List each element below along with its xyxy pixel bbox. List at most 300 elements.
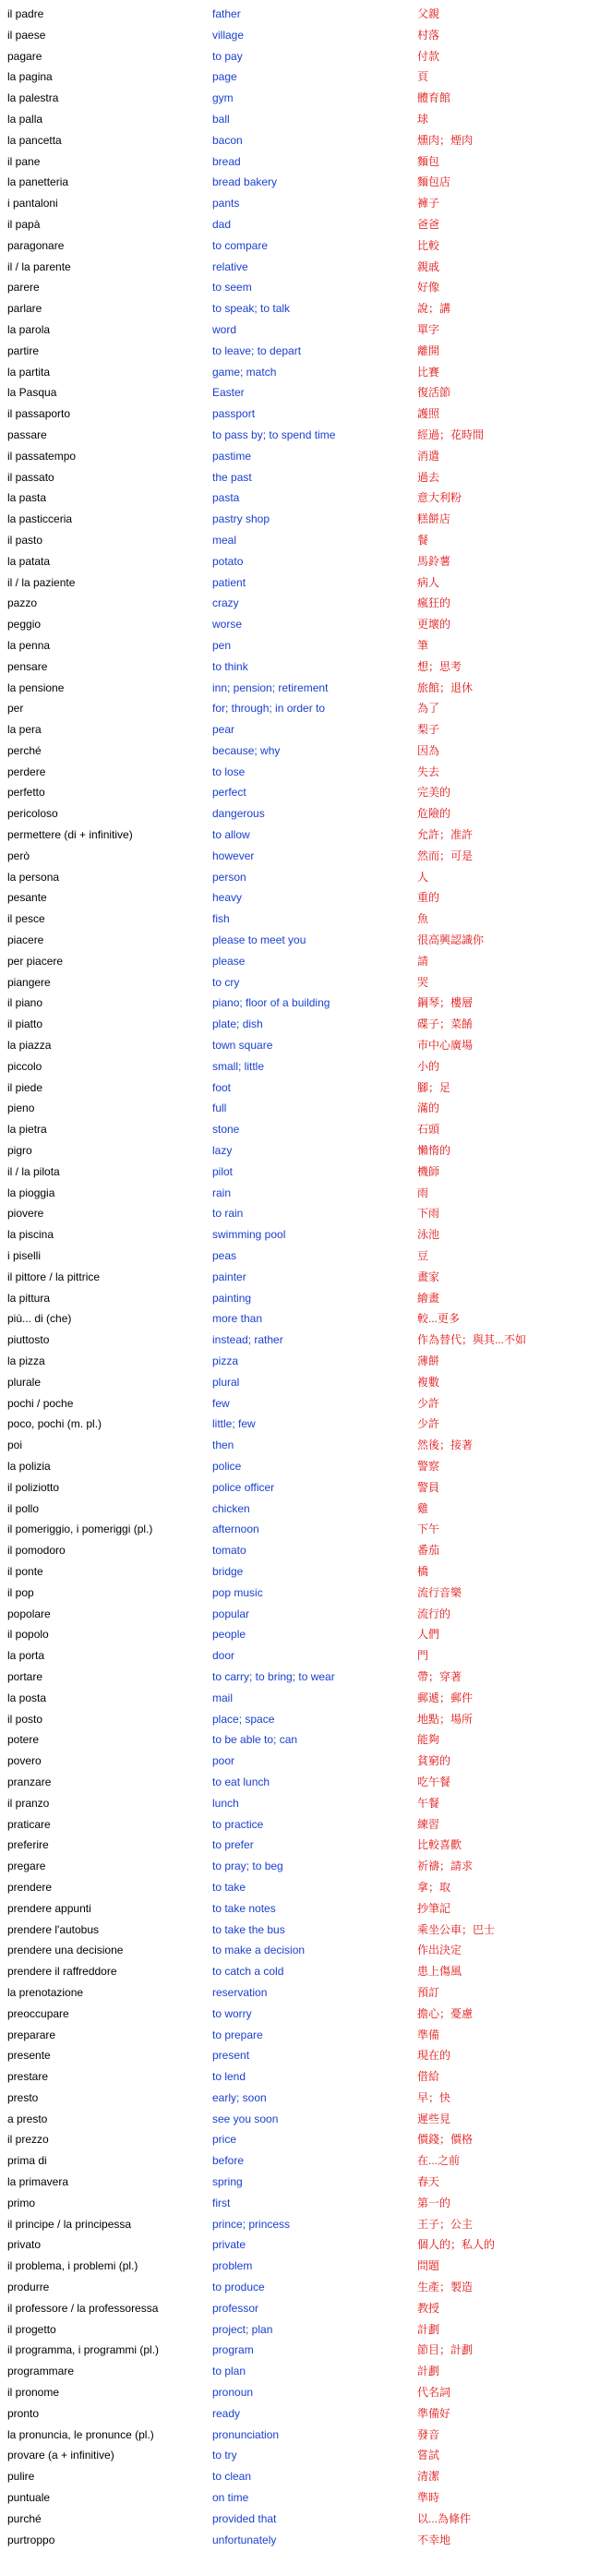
vocab-row <box>0 762 600 783</box>
vocab-row <box>0 1583 600 1604</box>
italian-term: paragonare <box>7 238 65 252</box>
chinese-translation: 餐 <box>417 533 429 547</box>
vocab-row <box>0 909 600 930</box>
chinese-translation: 離開 <box>417 343 440 357</box>
italian-term: la pasta <box>7 491 47 505</box>
vocab-row <box>0 2509 600 2530</box>
chinese-translation: 筆 <box>417 638 429 652</box>
english-translation: pronoun <box>212 2386 254 2400</box>
english-translation: plate; dish <box>212 1017 263 1031</box>
italian-term: il pollo <box>7 1501 40 1515</box>
english-translation: village <box>212 28 245 42</box>
english-translation: poor <box>212 1754 235 1768</box>
italian-term: il piatto <box>7 1017 43 1031</box>
vocab-row <box>0 2193 600 2214</box>
chinese-translation: 警員 <box>417 1480 440 1494</box>
italian-term: pulire <box>7 2470 35 2484</box>
vocab-row <box>0 846 600 867</box>
italian-term: la parola <box>7 322 51 336</box>
chinese-translation: 遲些見 <box>417 2112 451 2125</box>
vocab-row <box>0 446 600 467</box>
chinese-translation: 節目；計劃 <box>417 2343 474 2357</box>
italian-term: la pronuncia, le pronunce (pl.) <box>7 2427 154 2441</box>
chinese-translation: 碟子；菜餚 <box>417 1017 474 1031</box>
vocab-row <box>0 151 600 173</box>
italian-term: la palestra <box>7 91 59 105</box>
chinese-translation: 瘋狂的 <box>417 596 451 610</box>
english-translation: pilot <box>212 1164 234 1178</box>
english-translation: to cry <box>212 975 240 989</box>
chinese-translation: 番茄 <box>417 1544 440 1558</box>
chinese-translation: 以...為條件 <box>417 2511 472 2525</box>
vocab-row <box>0 951 600 972</box>
chinese-translation: 馬鈴薯 <box>417 554 451 568</box>
vocab-row <box>0 382 600 403</box>
vocab-row <box>0 782 600 803</box>
italian-term: il pomodoro <box>7 1544 66 1558</box>
vocab-row <box>0 1709 600 1730</box>
chinese-translation: 重的 <box>417 891 440 905</box>
chinese-translation: 說；講 <box>417 302 451 316</box>
chinese-translation: 現在的 <box>417 2049 451 2063</box>
english-translation: instead; rather <box>212 1333 283 1347</box>
english-translation: unfortunately <box>212 2533 277 2546</box>
english-translation: pizza <box>212 1354 239 1367</box>
italian-term: prendere <box>7 1880 53 1894</box>
italian-term: il principe / la principessa <box>7 2217 132 2231</box>
english-translation: bread <box>212 154 241 168</box>
italian-term: portare <box>7 1669 43 1683</box>
vocab-row <box>0 172 600 193</box>
chinese-translation: 然後；接著 <box>417 1438 474 1452</box>
italian-term: il passaporto <box>7 407 71 421</box>
english-translation: foot <box>212 1080 232 1094</box>
italian-term: il posto <box>7 1712 43 1726</box>
english-translation: to make a decision <box>212 1944 306 1957</box>
chinese-translation: 清潔 <box>417 2470 440 2484</box>
vocab-row <box>0 1667 600 1688</box>
vocab-row <box>0 1372 600 1393</box>
chinese-translation: 消遣 <box>417 449 440 463</box>
vocab-row <box>0 1477 600 1499</box>
italian-term: perché <box>7 743 42 757</box>
vocab-row <box>0 656 600 678</box>
english-translation: to try <box>212 2449 237 2462</box>
vocab-row <box>0 4 600 25</box>
vocab-row <box>0 257 600 278</box>
italian-term: la porta <box>7 1649 45 1663</box>
chinese-translation: 護照 <box>417 407 440 421</box>
vocab-row <box>0 1729 600 1751</box>
vocab-row <box>0 1183 600 1204</box>
english-translation: please to meet you <box>212 933 306 947</box>
italian-term: il piede <box>7 1080 43 1094</box>
vocab-row <box>0 2382 600 2403</box>
english-translation: door <box>212 1649 235 1663</box>
vocab-row <box>0 572 600 594</box>
italian-term: programmare <box>7 2365 75 2378</box>
chinese-translation: 擔心；憂慮 <box>417 2006 474 2020</box>
chinese-translation: 門 <box>417 1649 429 1663</box>
vocab-row <box>0 1645 600 1667</box>
chinese-translation: 村落 <box>417 28 440 42</box>
english-translation: first <box>212 2196 231 2209</box>
vocab-row <box>0 1624 600 1645</box>
vocab-row <box>0 803 600 825</box>
vocab-row <box>0 2129 600 2150</box>
vocab-row <box>0 2277 600 2298</box>
chinese-translation: 王子；公主 <box>417 2217 474 2231</box>
vocab-row <box>0 719 600 740</box>
chinese-translation: 少許 <box>417 1396 440 1410</box>
chinese-translation: 人們 <box>417 1628 440 1642</box>
english-translation: provided that <box>212 2511 277 2525</box>
italian-term: la polizia <box>7 1459 51 1473</box>
english-translation: to speak; to talk <box>212 302 291 316</box>
english-translation: ball <box>212 112 230 126</box>
vocab-row <box>0 277 600 298</box>
vocab-row <box>0 1162 600 1183</box>
english-translation: pastime <box>212 449 252 463</box>
english-translation: person <box>212 870 246 884</box>
vocab-row <box>0 678 600 699</box>
chinese-translation: 畫家 <box>417 1270 440 1283</box>
chinese-translation: 計劃 <box>417 2322 440 2336</box>
vocab-row <box>0 298 600 319</box>
english-translation: before <box>212 2154 245 2168</box>
italian-term: provare (a + infinitive) <box>7 2449 114 2462</box>
vocab-row <box>0 867 600 888</box>
chinese-translation: 麵包 <box>417 154 440 168</box>
italian-term: il / la pilota <box>7 1164 60 1178</box>
italian-term: piangere <box>7 975 51 989</box>
italian-term: poi <box>7 1438 23 1452</box>
chinese-translation: 比較喜歡 <box>417 1838 462 1852</box>
chinese-translation: 帶；穿著 <box>417 1669 462 1683</box>
english-translation: meal <box>212 533 237 547</box>
chinese-translation: 地點；場所 <box>417 1712 474 1726</box>
vocab-row <box>0 1203 600 1224</box>
italian-term: perfetto <box>7 786 45 800</box>
italian-term: pigro <box>7 1144 32 1158</box>
vocab-row <box>0 930 600 951</box>
english-translation: few <box>212 1396 230 1410</box>
italian-term: parere <box>7 281 40 295</box>
vocab-row <box>0 1077 600 1099</box>
italian-term: piccolo <box>7 1059 42 1073</box>
english-translation: to leave; to depart <box>212 343 302 357</box>
english-translation: more than <box>212 1312 263 1326</box>
vocab-row <box>0 1561 600 1583</box>
vocab-row <box>0 1793 600 1814</box>
chinese-translation: 親戚 <box>417 259 440 273</box>
english-translation: word <box>212 322 237 336</box>
vocab-row <box>0 1604 600 1625</box>
chinese-translation: 薄餅 <box>417 1354 440 1367</box>
english-translation: peas <box>212 1249 237 1263</box>
chinese-translation: 不幸地 <box>417 2533 451 2546</box>
english-translation: small; little <box>212 1059 265 1073</box>
chinese-translation: 梨子 <box>417 723 440 737</box>
chinese-translation: 第一的 <box>417 2196 451 2209</box>
italian-term: il professore / la professoressa <box>7 2301 159 2315</box>
italian-term: a presto <box>7 2112 48 2125</box>
vocab-row <box>0 2530 600 2551</box>
english-translation: for; through; in order to <box>212 702 326 716</box>
vocab-row <box>0 2109 600 2130</box>
english-translation: to carry; to bring; to wear <box>212 1669 335 1683</box>
vocab-row <box>0 2340 600 2361</box>
english-translation: ready <box>212 2406 241 2420</box>
english-translation: place; space <box>212 1712 275 1726</box>
chinese-translation: 乘坐公車；巴士 <box>417 1922 496 1936</box>
english-translation: to pass by; to spend time <box>212 427 336 441</box>
chinese-translation: 褲子 <box>417 197 440 211</box>
italian-term: purtroppo <box>7 2533 55 2546</box>
italian-term: la penna <box>7 638 51 652</box>
english-translation: pastry shop <box>212 512 270 526</box>
english-translation: tomato <box>212 1544 246 1558</box>
chinese-translation: 抄筆記 <box>417 1901 451 1915</box>
chinese-translation: 危險的 <box>417 807 451 821</box>
chinese-translation: 準備好 <box>417 2406 451 2420</box>
vocab-row <box>0 214 600 235</box>
chinese-translation: 練習 <box>417 1817 440 1831</box>
chinese-translation: 想；思考 <box>417 659 462 673</box>
english-translation: police <box>212 1459 242 1473</box>
italian-term: la pasticceria <box>7 512 73 526</box>
chinese-translation: 體育館 <box>417 91 451 105</box>
vocab-row <box>0 1014 600 1035</box>
chinese-translation: 父親 <box>417 7 440 20</box>
vocab-row <box>0 403 600 425</box>
english-translation: to be able to; can <box>212 1733 298 1747</box>
vocab-row <box>0 2487 600 2509</box>
italian-term: perdere <box>7 764 46 778</box>
english-translation: bread bakery <box>212 175 278 189</box>
chinese-translation: 人 <box>417 870 429 884</box>
chinese-translation: 泳池 <box>417 1228 440 1242</box>
english-translation: popular <box>212 1607 250 1620</box>
chinese-translation: 拿；取 <box>417 1880 451 1894</box>
vocab-row <box>0 1688 600 1709</box>
english-translation: program <box>212 2343 254 2357</box>
vocab-row <box>0 593 600 614</box>
italian-term: i piselli <box>7 1249 42 1263</box>
italian-term: prendere l'autobus <box>7 1922 100 1936</box>
english-translation: passport <box>212 407 256 421</box>
english-translation: pop music <box>212 1585 263 1599</box>
vocab-row <box>0 109 600 130</box>
italian-term: la persona <box>7 870 60 884</box>
chinese-translation: 問題 <box>417 2259 440 2273</box>
vocab-row <box>0 1772 600 1793</box>
vocab-row <box>0 825 600 846</box>
english-translation: page <box>212 70 237 84</box>
chinese-translation: 意大利粉 <box>417 491 462 505</box>
vocab-row <box>0 1499 600 1520</box>
italian-term: il passato <box>7 470 54 484</box>
italian-term: piovere <box>7 1207 44 1221</box>
english-translation: to practice <box>212 1817 264 1831</box>
italian-term: il / la parente <box>7 259 71 273</box>
chinese-translation: 吃午餐 <box>417 1775 451 1788</box>
chinese-translation: 代名詞 <box>417 2386 451 2400</box>
italian-term: la primavera <box>7 2175 69 2189</box>
chinese-translation: 單字 <box>417 322 440 336</box>
english-translation: potato <box>212 554 244 568</box>
english-translation: Easter <box>212 386 245 400</box>
italian-term: il pesce <box>7 912 45 926</box>
english-translation: dangerous <box>212 807 265 821</box>
italian-term: potere <box>7 1733 40 1747</box>
vocab-row <box>0 2403 600 2425</box>
vocab-row <box>0 425 600 446</box>
vocab-row <box>0 1540 600 1561</box>
italian-term: il popolo <box>7 1628 49 1642</box>
vocab-row <box>0 993 600 1014</box>
italian-term: preparare <box>7 2028 56 2041</box>
chinese-translation: 價錢；價格 <box>417 2133 474 2147</box>
chinese-translation: 準時 <box>417 2491 440 2505</box>
chinese-translation: 警察 <box>417 1459 440 1473</box>
english-translation: to pay <box>212 49 243 63</box>
english-translation: then <box>212 1438 234 1452</box>
chinese-translation: 下雨 <box>417 1207 440 1221</box>
italian-term: la pietra <box>7 1123 47 1137</box>
english-translation: prince; princess <box>212 2217 291 2231</box>
italian-term: il / la paziente <box>7 575 76 589</box>
chinese-translation: 早；快 <box>417 2090 451 2104</box>
english-translation: private <box>212 2238 246 2252</box>
english-translation: patient <box>212 575 246 589</box>
italian-term: presente <box>7 2049 51 2063</box>
vocab-row <box>0 1920 600 1941</box>
vocab-row <box>0 2234 600 2256</box>
italian-term: preoccupare <box>7 2006 69 2020</box>
english-translation: relative <box>212 259 248 273</box>
english-translation: to allow <box>212 828 250 842</box>
vocab-row <box>0 698 600 719</box>
chinese-translation: 復活節 <box>417 386 451 400</box>
italian-term: prima di <box>7 2154 47 2168</box>
chinese-translation: 完美的 <box>417 786 451 800</box>
vocab-row <box>0 2298 600 2319</box>
chinese-translation: 球 <box>417 112 429 126</box>
italian-term: il passatempo <box>7 449 77 463</box>
italian-term: i pantaloni <box>7 197 58 211</box>
italian-term: la pittura <box>7 1291 51 1305</box>
chinese-translation: 發音 <box>417 2427 440 2441</box>
italian-term: preferire <box>7 1838 49 1852</box>
italian-term: il pittore / la pittrice <box>7 1270 101 1283</box>
italian-term: la piazza <box>7 1039 52 1053</box>
english-translation: because; why <box>212 743 281 757</box>
italian-term: per <box>7 702 24 716</box>
chinese-translation: 因為 <box>417 743 440 757</box>
chinese-translation: 機師 <box>417 1164 440 1178</box>
vocab-row <box>0 2445 600 2466</box>
english-translation: on time <box>212 2491 249 2505</box>
english-translation: dad <box>212 217 232 231</box>
vocab-row <box>0 1435 600 1456</box>
chinese-translation: 郵遞；郵件 <box>417 1691 474 1704</box>
vocab-row <box>0 467 600 488</box>
vocab-row <box>0 1140 600 1162</box>
vocab-row <box>0 130 600 151</box>
chinese-translation: 教授 <box>417 2301 440 2315</box>
chinese-translation: 爸爸 <box>417 217 440 231</box>
vocab-row <box>0 1246 600 1267</box>
english-translation: spring <box>212 2175 243 2189</box>
italian-term: la palla <box>7 112 43 126</box>
chinese-translation: 頁 <box>417 70 429 84</box>
english-translation: to take notes <box>212 1901 276 1915</box>
chinese-translation: 比較 <box>417 238 440 252</box>
vocab-row <box>0 1288 600 1309</box>
english-translation: mail <box>212 1691 234 1704</box>
chinese-translation: 春天 <box>417 2175 440 2189</box>
chinese-translation: 石頭 <box>417 1123 440 1137</box>
chinese-translation: 鋼琴；樓層 <box>417 996 474 1010</box>
vocab-row <box>0 88 600 109</box>
chinese-translation: 為了 <box>417 702 440 716</box>
vocab-row <box>0 2214 600 2235</box>
chinese-translation: 付款 <box>417 49 440 63</box>
italian-term: povero <box>7 1754 42 1768</box>
vocab-row <box>0 635 600 656</box>
italian-term: pazzo <box>7 596 38 610</box>
italian-term: il progetto <box>7 2322 56 2336</box>
vocab-row <box>0 2361 600 2382</box>
italian-term: prendere il raffreddore <box>7 1965 117 1979</box>
italian-term: piacere <box>7 933 44 947</box>
vocab-row <box>0 1056 600 1077</box>
english-translation: to eat lunch <box>212 1775 270 1788</box>
chinese-translation: 午餐 <box>417 1796 440 1810</box>
vocab-row <box>0 2045 600 2066</box>
english-translation: to think <box>212 659 248 673</box>
chinese-translation: 雞 <box>417 1501 429 1515</box>
vocab-row <box>0 1982 600 2004</box>
chinese-translation: 患上傷風 <box>417 1965 462 1979</box>
chinese-translation: 流行音樂 <box>417 1585 462 1599</box>
italian-term: il pomeriggio, i pomeriggi (pl.) <box>7 1523 153 1536</box>
english-translation: rain <box>212 1186 232 1199</box>
vocab-row <box>0 1835 600 1856</box>
vocab-row <box>0 193 600 214</box>
chinese-translation: 很高興認識你 <box>417 933 485 947</box>
italian-term: la Pasqua <box>7 386 57 400</box>
english-translation: to catch a cold <box>212 1965 284 1979</box>
italian-term: pericoloso <box>7 807 58 821</box>
italian-term: praticare <box>7 1817 51 1831</box>
english-translation: lazy <box>212 1144 233 1158</box>
chinese-translation: 繪畫 <box>417 1291 440 1305</box>
english-translation: to take the bus <box>212 1922 285 1936</box>
chinese-translation: 失去 <box>417 764 440 778</box>
english-translation: pear <box>212 723 235 737</box>
chinese-translation: 複數 <box>417 1375 440 1389</box>
chinese-translation: 市中心廣場 <box>417 1039 474 1053</box>
english-translation: to take <box>212 1880 246 1894</box>
italian-term: pensare <box>7 659 48 673</box>
vocab-row <box>0 2425 600 2446</box>
vocab-row <box>0 235 600 257</box>
vocab-row <box>0 1898 600 1920</box>
english-translation: see you soon <box>212 2112 279 2125</box>
vocab-row <box>0 1856 600 1877</box>
